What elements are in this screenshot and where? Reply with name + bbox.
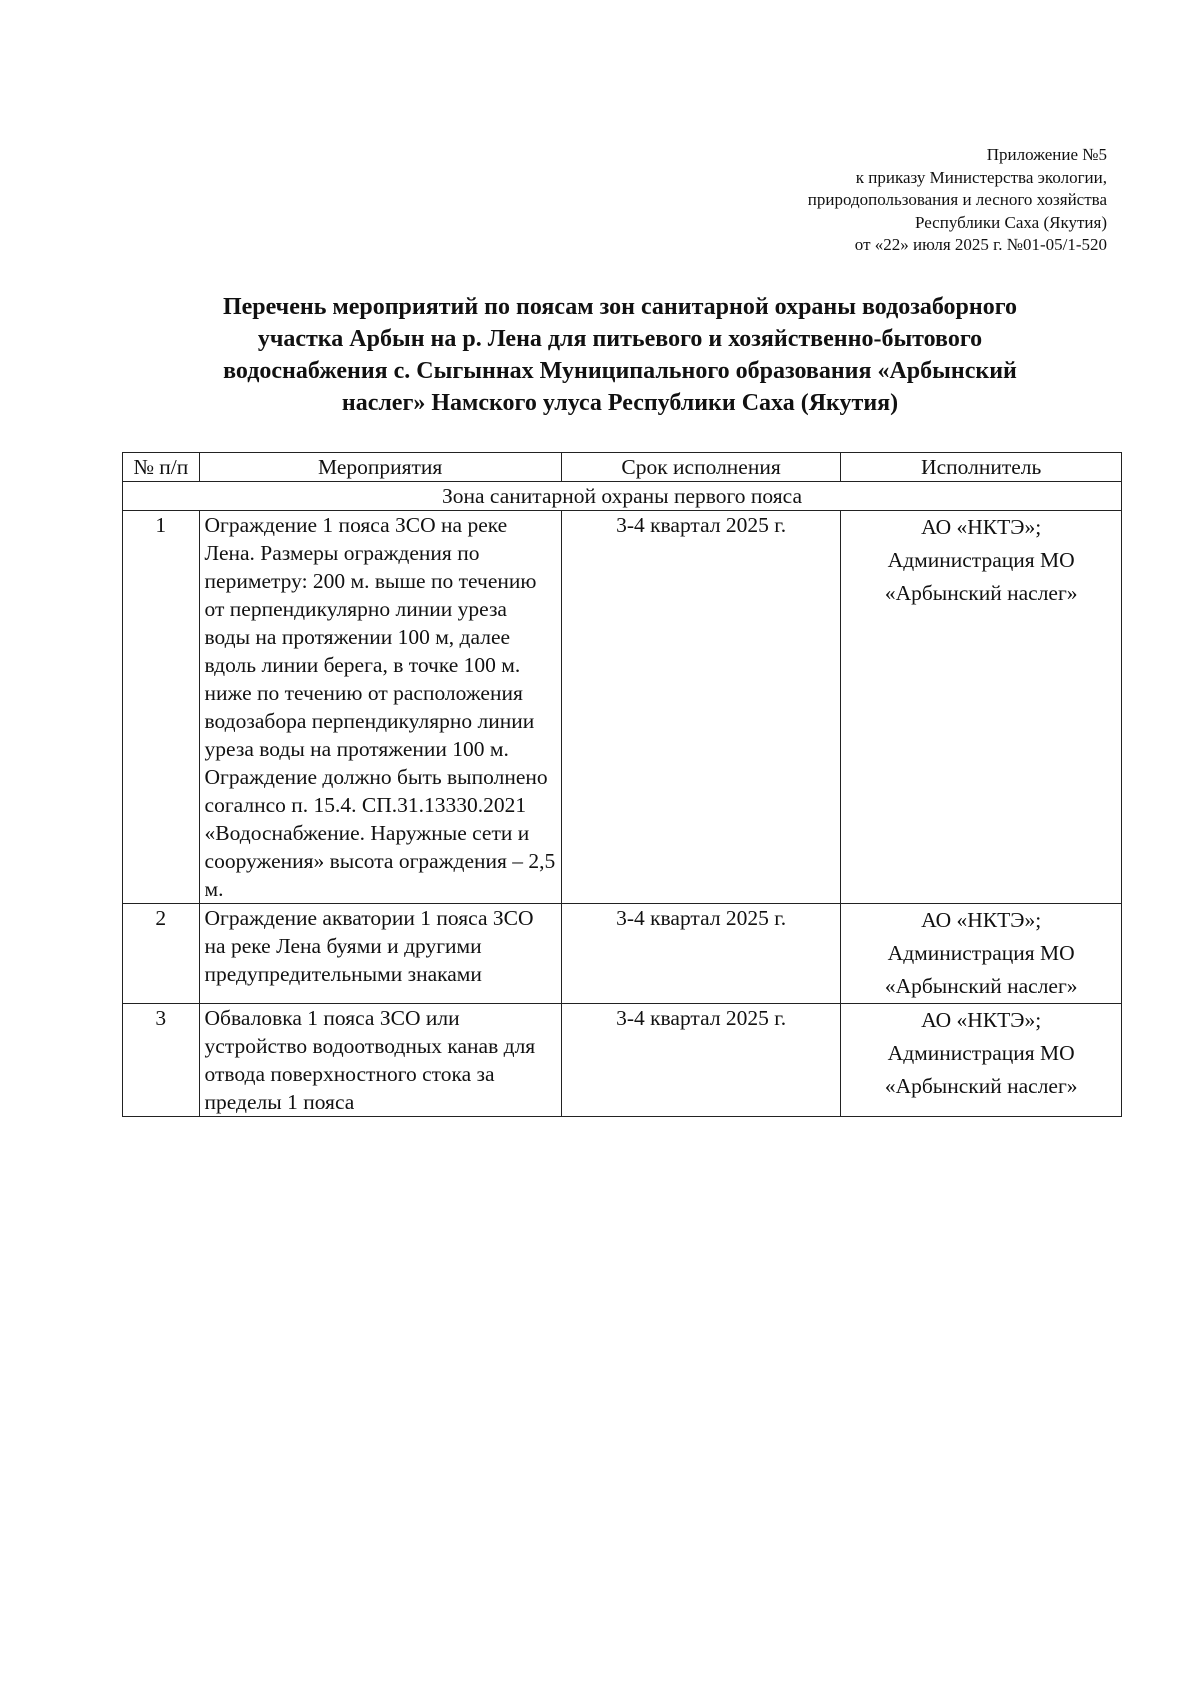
- header-executor: Исполнитель: [841, 453, 1122, 482]
- row-activity: Ограждение акватории 1 пояса ЗСО на реке Лена буями и другими предупредительными знаками: [199, 904, 561, 1004]
- executor-line: АО «НКТЭ»;: [921, 908, 1042, 932]
- title-line: водоснабжения с. Сыгыннах Муниципального образования «Арбынский: [223, 358, 1017, 384]
- row-number: 1: [123, 511, 200, 904]
- table-row: [123, 1004, 1122, 1117]
- zone-row: [123, 482, 1122, 511]
- row-executor: [841, 511, 1122, 904]
- header-deadline: Срок исполнения: [561, 453, 841, 482]
- row-deadline: 3-4 квартал 2025 г.: [561, 1004, 841, 1117]
- appendix-line: к приказу Министерства экологии,: [855, 167, 1107, 187]
- appendix-block: [808, 144, 1107, 257]
- table-row: [123, 904, 1122, 1004]
- executor-line: АО «НКТЭ»;: [921, 1008, 1042, 1032]
- executor-line: «Арбынский наслег»: [884, 1074, 1078, 1098]
- appendix-line: Приложение №5: [986, 145, 1107, 164]
- row-number: 2: [123, 904, 200, 1004]
- table-row: [123, 511, 1122, 904]
- appendix-line: природопользования и лесного хозяйства: [807, 190, 1107, 209]
- executor-line: Администрация МО: [887, 1041, 1075, 1065]
- zone-title: Зона санитарной охраны первого пояса: [123, 482, 1122, 511]
- title-line: Перечень мероприятий по поясам зон санитарной охраны водозаборного: [222, 294, 1018, 320]
- row-executor: [841, 904, 1122, 1004]
- table-header-row: [123, 453, 1122, 482]
- row-executor: [841, 1004, 1122, 1117]
- header-activities: Мероприятия: [199, 453, 561, 482]
- executor-line: Администрация МО: [887, 941, 1075, 965]
- row-deadline: 3-4 квартал 2025 г.: [561, 511, 841, 904]
- executor-line: АО «НКТЭ»;: [921, 515, 1042, 539]
- row-activity: Ограждение 1 пояса ЗСО на реке Лена. Размеры ограждения по периметру: 200 м. выше по течению от перпендикулярно линии уреза воды на протяжении 100 м, далее вдоль линии берега, в точке 100 м. ниже по течению от расположения водозабора перпендикулярно линии уреза воды на протяжении 100 м. Ограждение должно быть выполнено согалнсо п. 15.4. СП.31.13330.2021 «Водоснабжение. Наружные сети и сооружения» высота ограждения – 2,5 м.: [199, 511, 561, 904]
- appendix-line: Республики Саха (Якутия): [914, 212, 1107, 232]
- row-number: 3: [123, 1004, 200, 1117]
- measures-table: [122, 452, 1122, 1117]
- document-title: [150, 291, 1090, 419]
- executor-line: Администрация МО: [887, 548, 1075, 572]
- executor-line: «Арбынский наслег»: [884, 581, 1078, 605]
- executor-line: «Арбынский наслег»: [884, 974, 1078, 998]
- appendix-line: от «22» июля 2025 г. №01-05/1-520: [854, 235, 1107, 254]
- header-number: № п/п: [123, 453, 200, 482]
- row-activity: Обваловка 1 пояса ЗСО или устройство водоотводных канав для отвода поверхностного стока за пределы 1 пояса: [199, 1004, 561, 1117]
- title-line: наслег» Намского улуса Республики Саха (Якутия): [341, 390, 899, 416]
- row-deadline: 3-4 квартал 2025 г.: [561, 904, 841, 1004]
- title-line: участка Арбын на р. Лена для питьевого и хозяйственно-бытового: [257, 326, 983, 352]
